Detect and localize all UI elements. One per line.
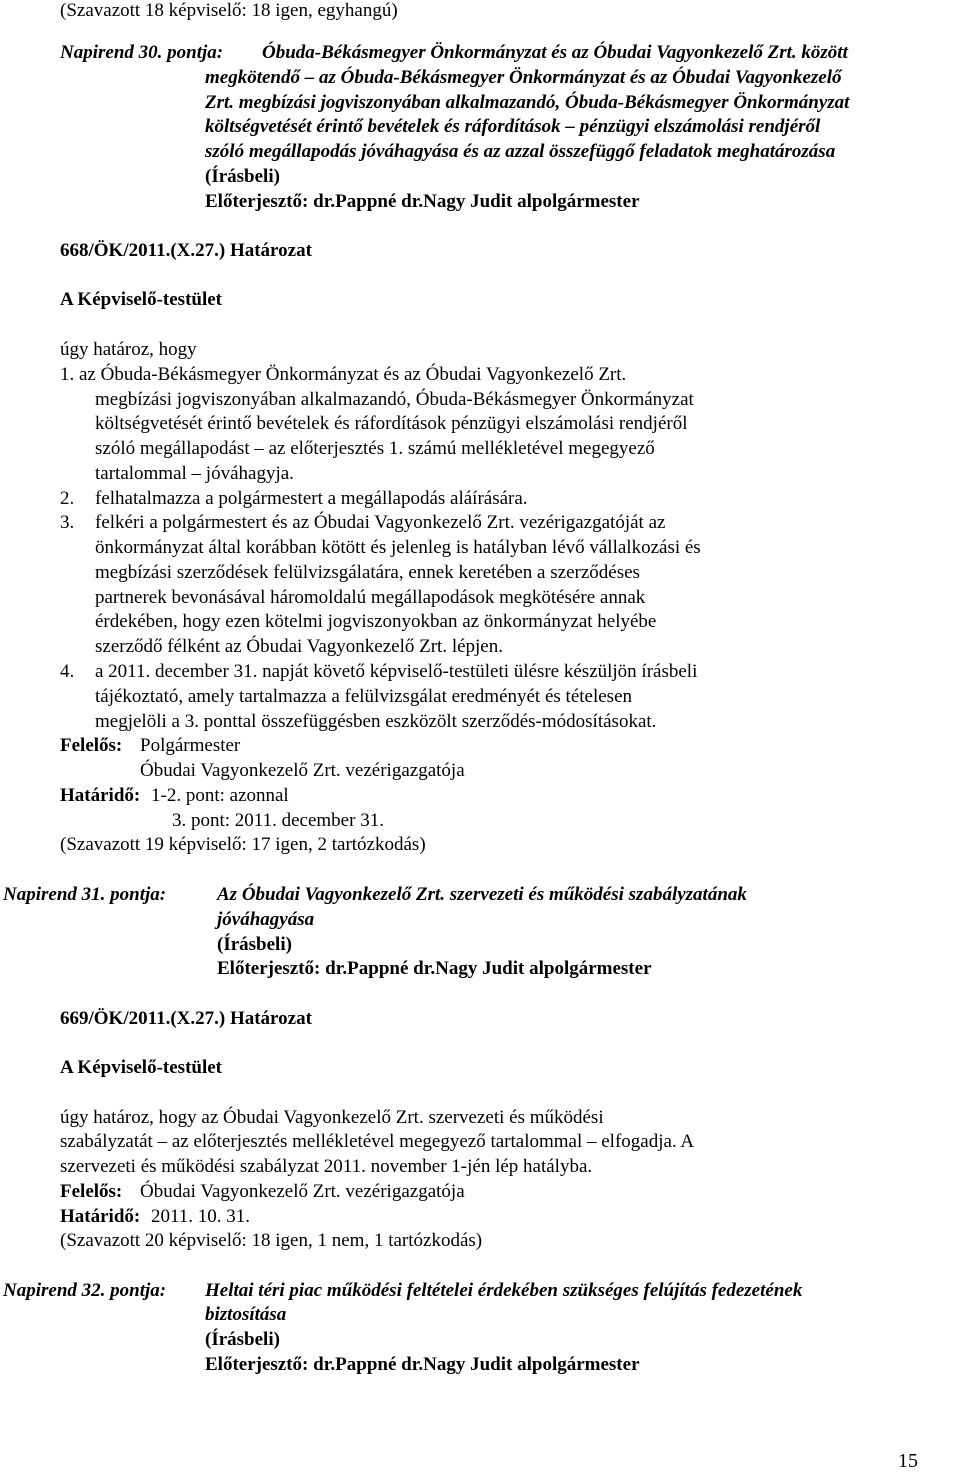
written-note: (Írásbeli) bbox=[217, 934, 292, 955]
resolution-point-number: 2. bbox=[60, 488, 75, 509]
deadline-label: Határidő: bbox=[60, 785, 141, 806]
agenda-item-30-title-line: megkötendő – az Óbuda-Békásmegyer Önkormányzat és az Óbudai Vagyonkezelő bbox=[205, 67, 842, 88]
resolution-point-3-line: szerződő félként az Óbudai Vagyonkezelő Zrt. lépjen. bbox=[95, 636, 503, 657]
deadline-value: 3. pont: 2011. december 31. bbox=[172, 810, 384, 831]
resolution-text: szabályzatát – az előterjesztés mellékletével megegyező tartalommal – elfogadja. A bbox=[60, 1131, 695, 1152]
deadline-value: 2011. 10. 31. bbox=[151, 1206, 251, 1227]
resolution-point-3-line: megbízási szerződések felülvizsgálatára, ennek keretében a szerződéses bbox=[95, 562, 640, 583]
presenter: Előterjesztő: dr.Pappné dr.Nagy Judit alpolgármester bbox=[217, 958, 652, 979]
resolution-point-3-line: partnerek bevonásával háromoldalú megállapodások megkötésére annak bbox=[95, 587, 646, 608]
resolution-body: A Képviselő-testület bbox=[60, 289, 223, 310]
presenter: Előterjesztő: dr.Pappné dr.Nagy Judit alpolgármester bbox=[205, 1354, 640, 1375]
resolution-point-4-line: megjelöli a 3. ponttal összefüggésben eszközölt szerződés-módosításokat. bbox=[95, 711, 657, 732]
resolution-point-3-line: érdekében, hogy ezen kötelmi jogviszonyokban az önkormányzat helyébe bbox=[95, 611, 657, 632]
resolution-point-1-line: szóló megállapodást – az előterjesztés 1. számú mellékletével megegyező bbox=[95, 438, 655, 459]
resolution-point-1-line: tartalommal – jóváhagyja. bbox=[95, 463, 294, 484]
written-note: (Írásbeli) bbox=[205, 166, 280, 187]
resolution-body: A Képviselő-testület bbox=[60, 1057, 223, 1078]
page-number: 15 bbox=[898, 1450, 918, 1472]
resolution-point-1-line: költségvetését érintő bevételek és ráfordítások pénzügyi elszámolási rendjéről bbox=[95, 413, 688, 434]
agenda-item-32-title-line: Heltai téri piac működési feltételei érdekében szükséges felújítás fedezetének bbox=[205, 1280, 803, 1301]
agenda-item-30-title-line: költségvetését érintő bevételek és ráfordítások – pénzügyi elszámolási rendjéről bbox=[205, 116, 821, 137]
resolution-point-4: a 2011. december 31. napját követő képviselő-testületi ülésre készüljön írásbeli bbox=[95, 661, 698, 682]
resolution-number: 669/ÖK/2011.(X.27.) Határozat bbox=[60, 1008, 312, 1029]
vote-result: (Szavazott 20 képviselő: 18 igen, 1 nem, 1 tartózkodás) bbox=[60, 1230, 483, 1251]
agenda-item-31-label: Napirend 31. pontja: bbox=[3, 884, 167, 905]
vote-result: (Szavazott 18 képviselő: 18 igen, egyhangú) bbox=[60, 0, 398, 21]
agenda-item-30-title-line: szóló megállapodás jóváhagyása és az azzal összefüggő feladatok meghatározása bbox=[205, 141, 836, 162]
resolution-point-1-line: megbízási jogviszonyában alkalmazandó, Óbuda-Békásmegyer Önkormányzat bbox=[95, 389, 694, 410]
agenda-item-30-title-line: Óbuda-Békásmegyer Önkormányzat és az Óbudai Vagyonkezelő Zrt. között bbox=[262, 42, 848, 63]
resolution-intro: úgy határoz, hogy bbox=[60, 339, 197, 360]
resolution-text: szervezeti és működési szabályzat 2011. november 1-jén lép hatályba. bbox=[60, 1156, 593, 1177]
written-note: (Írásbeli) bbox=[205, 1329, 280, 1350]
agenda-item-32-label: Napirend 32. pontja: bbox=[3, 1280, 167, 1301]
resolution-point-number: 4. bbox=[60, 661, 75, 682]
agenda-item-31-title-line: Az Óbudai Vagyonkezelő Zrt. szervezeti és működési szabályzatának bbox=[217, 884, 747, 905]
responsible-value: Óbudai Vagyonkezelő Zrt. vezérigazgatója bbox=[140, 1181, 465, 1202]
agenda-item-30-label: Napirend 30. pontja: bbox=[60, 42, 224, 63]
responsible-label: Felelős: bbox=[60, 1181, 123, 1202]
presenter: Előterjesztő: dr.Pappné dr.Nagy Judit alpolgármester bbox=[205, 191, 640, 212]
deadline-value: 1-2. pont: azonnal bbox=[151, 785, 289, 806]
resolution-point-number: 3. bbox=[60, 512, 75, 533]
agenda-item-30-title-line: Zrt. megbízási jogviszonyában alkalmazandó, Óbuda-Békásmegyer Önkormányzat bbox=[205, 92, 850, 113]
vote-result: (Szavazott 19 képviselő: 17 igen, 2 tartózkodás) bbox=[60, 834, 426, 855]
agenda-item-31-title-line: jóváhagyása bbox=[217, 909, 315, 930]
agenda-item-32-title-line: biztosítása bbox=[205, 1304, 287, 1325]
resolution-point-2: felhatalmazza a polgármestert a megállapodás aláírására. bbox=[95, 488, 528, 509]
resolution-number: 668/ÖK/2011.(X.27.) Határozat bbox=[60, 240, 312, 261]
responsible-label: Felelős: bbox=[60, 735, 123, 756]
deadline-label: Határidő: bbox=[60, 1206, 141, 1227]
resolution-point-4-line: tájékoztató, amely tartalmazza a felülvizsgálat eredményét és tételesen bbox=[95, 686, 633, 707]
responsible-value: Óbudai Vagyonkezelő Zrt. vezérigazgatója bbox=[140, 760, 465, 781]
resolution-text: úgy határoz, hogy az Óbudai Vagyonkezelő Zrt. szervezeti és működési bbox=[60, 1107, 604, 1128]
resolution-point-1: 1. az Óbuda-Békásmegyer Önkormányzat és az Óbudai Vagyonkezelő Zrt. bbox=[60, 364, 627, 385]
resolution-point-3: felkéri a polgármestert és az Óbudai Vagyonkezelő Zrt. vezérigazgatóját az bbox=[95, 512, 666, 533]
resolution-point-3-line: önkormányzat által korábban kötött és jelenleg is hatályban lévő vállalkozási és bbox=[95, 537, 701, 558]
responsible-value: Polgármester bbox=[140, 735, 241, 756]
